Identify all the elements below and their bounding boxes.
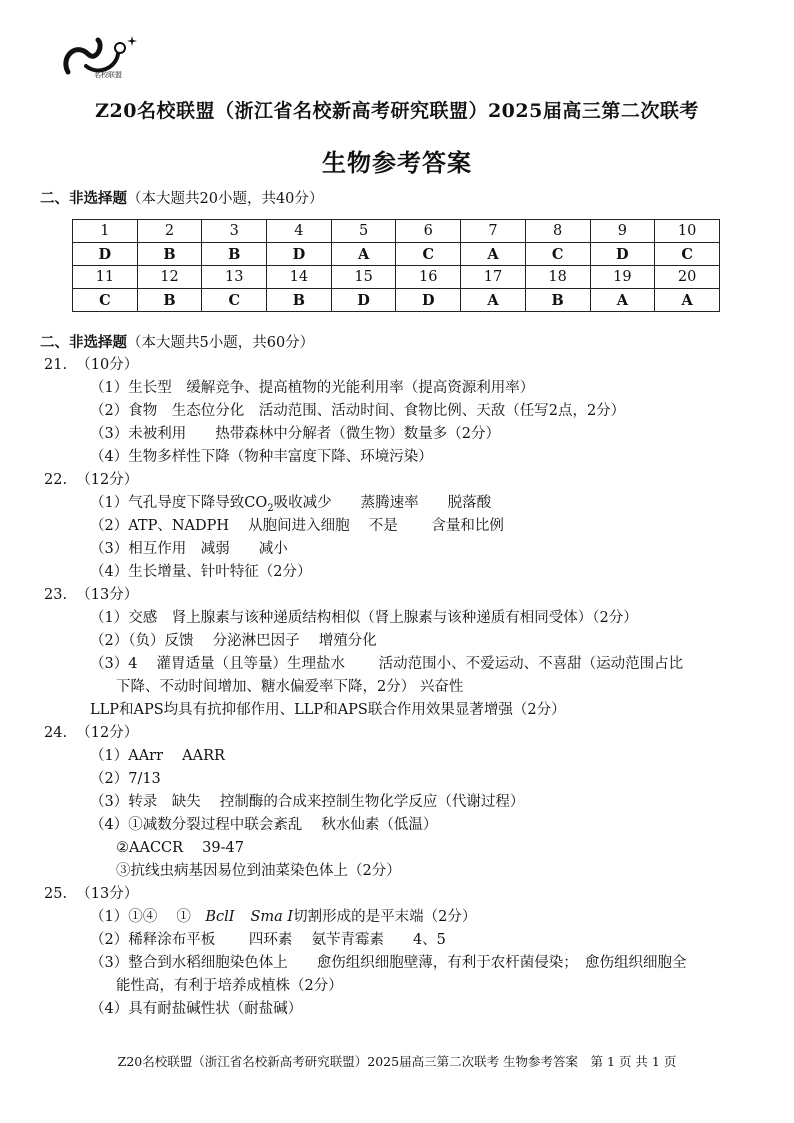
section1-label: 二、非选择题 [40, 190, 127, 207]
section1-note: （本大题共20小题，共40分） [127, 191, 324, 207]
q-number: 9 [590, 220, 655, 243]
q-number: 14 [267, 266, 332, 289]
q-answer: B [137, 289, 202, 312]
answer-line: （4）生物多样性下降（物种丰富度下降、环境污染） [90, 449, 433, 465]
q-answer: C [525, 243, 590, 266]
answer-line: 能性高，有利于培养成植株（2分） [116, 978, 343, 994]
q-answer: D [331, 289, 396, 312]
answer-line: （2）7/13 [90, 771, 161, 787]
q-number: 10 [655, 220, 720, 243]
answer-line: （2）食物 生态位分化 活动范围、活动时间、食物比例、天敌（任写2点，2分） [90, 403, 626, 419]
question-number: 21. [44, 357, 68, 373]
q-answer: C [73, 289, 138, 312]
page-subtitle: 生物参考答案 [322, 148, 472, 177]
question-21-header [44, 355, 138, 375]
q-answer: B [137, 243, 202, 266]
q-answer: A [461, 289, 526, 312]
q-answer: D [396, 289, 461, 312]
answer-line [90, 907, 476, 927]
question-number: 23. [44, 587, 68, 603]
q-answer: B [202, 243, 267, 266]
question-25-header [44, 884, 138, 904]
question-score: （12分） [76, 725, 139, 741]
q-answer: C [655, 243, 720, 266]
answer-line: （2）稀释涂布平板 四环素 氨苄青霉素 4、5 [90, 932, 446, 948]
answer-table [72, 219, 720, 312]
question-23-header [44, 585, 138, 605]
section1-heading [40, 187, 323, 208]
answer-line: ③抗线虫病基因易位到油菜染色体上（2分） [116, 863, 401, 879]
answer-line: （3）未被利用 热带森林中分解者（微生物）数量多（2分） [90, 426, 500, 442]
q-number: 6 [396, 220, 461, 243]
question-score: （13分） [76, 587, 139, 603]
section2-note: （本大题共5小题，共60分） [127, 335, 315, 351]
q-number: 3 [202, 220, 267, 243]
answer-line: ②AACCR 39-47 [116, 840, 244, 856]
answer-line: （4）具有耐盐碱性状（耐盐碱） [90, 1001, 303, 1017]
question-score: （12分） [76, 472, 139, 488]
q-number: 15 [331, 266, 396, 289]
q-number: 13 [202, 266, 267, 289]
question-score: （13分） [76, 886, 139, 902]
question-number: 25. [44, 886, 68, 902]
answer-line: （3）整合到水稻细胞染色体上 愈伤组织细胞壁薄，有利于农杆菌侵染； 愈伤组织细胞全 [90, 955, 687, 971]
page-footer: Z20名校联盟（浙江省名校新高考研究联盟）2025届高三第二次联考 生物参考答案 第 1 页 共 1 页 [117, 1054, 677, 1069]
q-number: 4 [267, 220, 332, 243]
table-row [73, 266, 720, 289]
q-number: 1 [73, 220, 138, 243]
question-score: （10分） [76, 357, 139, 373]
q-answer: C [396, 243, 461, 266]
q-answer: D [590, 243, 655, 266]
q-answer: A [331, 243, 396, 266]
q-answer: A [590, 289, 655, 312]
logo-text: 名校联盟 [94, 71, 122, 79]
q-number: 2 [137, 220, 202, 243]
q-number: 8 [525, 220, 590, 243]
q-number: 18 [525, 266, 590, 289]
answer-line: LLP和APS均具有抗抑郁作用、LLP和APS联合作用效果显著增强（2分） [90, 702, 566, 718]
answer-line: （3）4 灌胃适量（且等量）生理盐水 活动范围小、不爱运动、不喜甜（运动范围占比 [90, 656, 684, 672]
section2-label: 二、非选择题 [40, 334, 127, 351]
q-answer: A [461, 243, 526, 266]
answer-line: （1）交感 肾上腺素与该种递质结构相似（肾上腺素与该种递质有相同受体）（2分） [90, 610, 638, 626]
answer-line: （1）生长型 缓解竞争、提高植物的光能利用率（提高资源利用率） [90, 380, 535, 396]
question-24-header [44, 723, 138, 743]
q-number: 20 [655, 266, 720, 289]
table-row [73, 220, 720, 243]
q-answer: A [655, 289, 720, 312]
q-number: 11 [73, 266, 138, 289]
q-number: 12 [137, 266, 202, 289]
answer-line: （2）（负）反馈 分泌淋巴因子 增殖分化 [90, 633, 377, 649]
question-22-header [44, 470, 138, 490]
enzyme-name: BclI [205, 909, 235, 925]
answer-line [90, 493, 491, 519]
q-answer: B [525, 289, 590, 312]
answer-text: （1）气孔导度下降导致CO [90, 495, 268, 511]
q-number: 17 [461, 266, 526, 289]
q-number: 16 [396, 266, 461, 289]
answer-line: （4）生长增量、针叶特征（2分） [90, 564, 312, 580]
q-number: 5 [331, 220, 396, 243]
question-number: 22. [44, 472, 68, 488]
section2-heading [40, 331, 314, 352]
q-number: 19 [590, 266, 655, 289]
table-row [73, 289, 720, 312]
answer-line: （2）ATP、NADPH 从胞间进入细胞 不是 含量和比例 [90, 518, 504, 534]
answer-text: （1）①④ ① [90, 909, 206, 925]
answer-line: （4）①减数分裂过程中联会紊乱 秋水仙素（低温） [90, 817, 438, 833]
answer-line: 下降、不动时间增加、糖水偏爱率下降，2分） 兴奋性 [116, 679, 464, 695]
answer-text: 切割形成的是平末端（2分） [293, 909, 477, 925]
q-answer: B [267, 289, 332, 312]
subscript: 2 [267, 502, 274, 514]
answer-line: （3）转录 缺失 控制酶的合成来控制生物化学反应（代谢过程） [90, 794, 525, 810]
answer-line: （1）AArr AARR [90, 748, 225, 764]
answer-text: 吸收减少 蒸腾速率 脱落酸 [273, 495, 492, 511]
table-row [73, 243, 720, 266]
answer-line: （3）相互作用 减弱 减小 [90, 541, 288, 557]
q-answer: C [202, 289, 267, 312]
q-answer: D [73, 243, 138, 266]
page-title: Z20名校联盟（浙江省名校新高考研究联盟）2025届高三第二次联考 [95, 100, 699, 122]
enzyme-name: Sma I [250, 909, 294, 925]
q-answer: D [267, 243, 332, 266]
q-number: 7 [461, 220, 526, 243]
question-number: 24. [44, 725, 68, 741]
